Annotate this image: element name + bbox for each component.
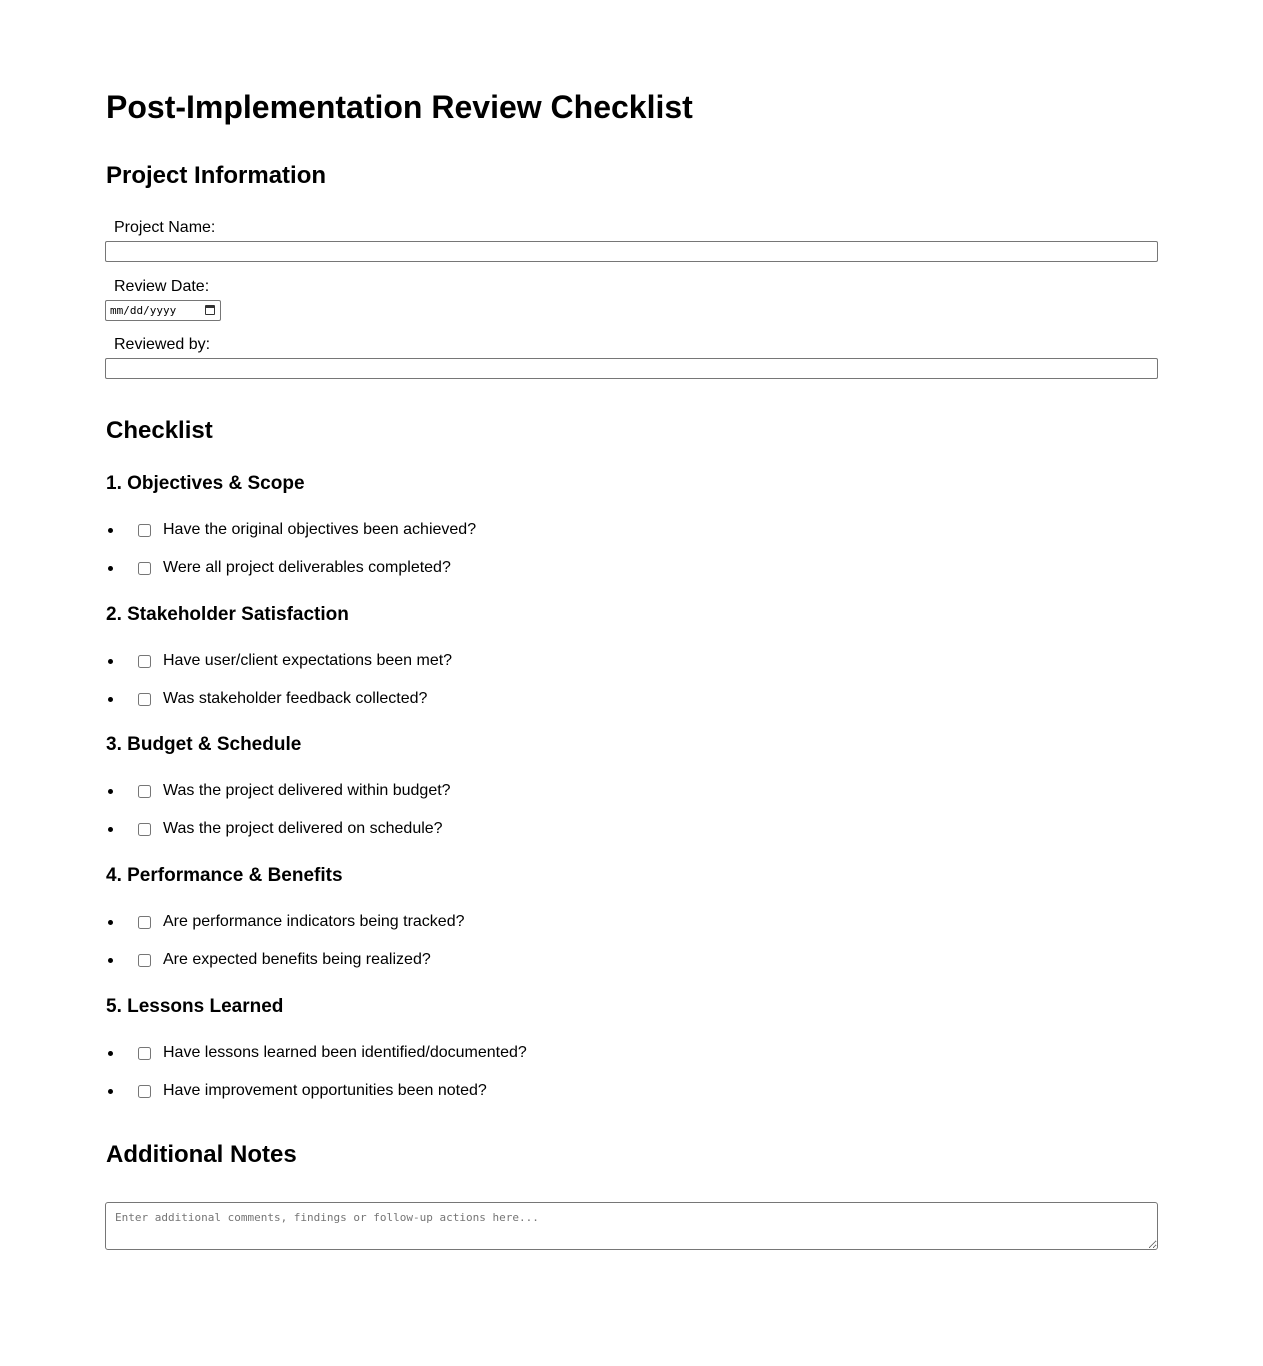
- checklist-item-label: Was the project delivered on schedule?: [163, 820, 443, 837]
- bullet-icon: [108, 789, 113, 794]
- calendar-icon[interactable]: [205, 305, 215, 315]
- checklist-item: [105, 520, 476, 540]
- bullet-icon: [108, 659, 113, 664]
- bullet-icon: [108, 958, 113, 963]
- checklist-item: [105, 950, 431, 970]
- checklist-item: [105, 1043, 527, 1063]
- project-info-heading: Project Information: [106, 162, 327, 189]
- checklist-heading: Checklist: [106, 417, 213, 444]
- checklist-item-label: Have user/client expectations been met?: [163, 652, 453, 669]
- checklist-item: [105, 912, 465, 932]
- notes-textarea[interactable]: [105, 1202, 1158, 1250]
- checklist-checkbox[interactable]: [138, 1085, 151, 1098]
- checklist-checkbox[interactable]: [138, 562, 151, 575]
- bullet-icon: [108, 528, 113, 533]
- checklist-checkbox[interactable]: [138, 954, 151, 967]
- checklist-checkbox[interactable]: [138, 524, 151, 537]
- project-name-label: Project Name:: [114, 219, 216, 236]
- checklist-item: [105, 781, 451, 801]
- checklist-item: [105, 651, 452, 671]
- checklist-item-label: Are performance indicators being tracked?: [163, 913, 465, 930]
- date-placeholder: mm/dd/yyyy: [110, 304, 177, 317]
- section-heading: 5. Lessons Learned: [106, 996, 284, 1017]
- bullet-icon: [108, 827, 113, 832]
- section-heading: 1. Objectives & Scope: [106, 473, 305, 494]
- section-heading: 4. Performance & Benefits: [106, 865, 343, 886]
- checklist-item-label: Was the project delivered within budget?: [163, 782, 451, 799]
- checklist-item-label: Are expected benefits being realized?: [163, 951, 431, 968]
- checklist-checkbox[interactable]: [138, 785, 151, 798]
- checklist-checkbox[interactable]: [138, 693, 151, 706]
- bullet-icon: [108, 566, 113, 571]
- reviewed-by-label: Reviewed by:: [114, 336, 211, 353]
- bullet-icon: [108, 1051, 113, 1056]
- reviewed-by-input[interactable]: [105, 358, 1158, 379]
- checklist-checkbox[interactable]: [138, 823, 151, 836]
- checklist-checkbox[interactable]: [138, 655, 151, 668]
- bullet-icon: [108, 920, 113, 925]
- checklist-item: [105, 558, 451, 578]
- checklist-checkbox[interactable]: [138, 1047, 151, 1060]
- review-date-label: Review Date:: [114, 278, 210, 295]
- checklist-item-label: Have improvement opportunities been noted?: [163, 1082, 487, 1099]
- bullet-icon: [108, 1089, 113, 1094]
- section-heading: 2. Stakeholder Satisfaction: [106, 604, 349, 625]
- checklist-checkbox[interactable]: [138, 916, 151, 929]
- bullet-icon: [108, 697, 113, 702]
- checklist-item-label: Have the original objectives been achieved?: [163, 521, 477, 538]
- checklist-item: [105, 819, 443, 839]
- checklist-item-label: Were all project deliverables completed?: [163, 559, 451, 576]
- checklist-item-label: Have lessons learned been identified/documented?: [163, 1044, 527, 1061]
- checklist-item: [105, 689, 427, 709]
- section-heading: 3. Budget & Schedule: [106, 734, 302, 755]
- notes-heading: Additional Notes: [106, 1141, 297, 1168]
- checklist-item-label: Was stakeholder feedback collected?: [163, 690, 428, 707]
- page-title: Post-Implementation Review Checklist: [106, 89, 693, 125]
- review-date-input[interactable]: [105, 300, 221, 321]
- project-name-input[interactable]: [105, 241, 1158, 262]
- checklist-item: [105, 1081, 487, 1101]
